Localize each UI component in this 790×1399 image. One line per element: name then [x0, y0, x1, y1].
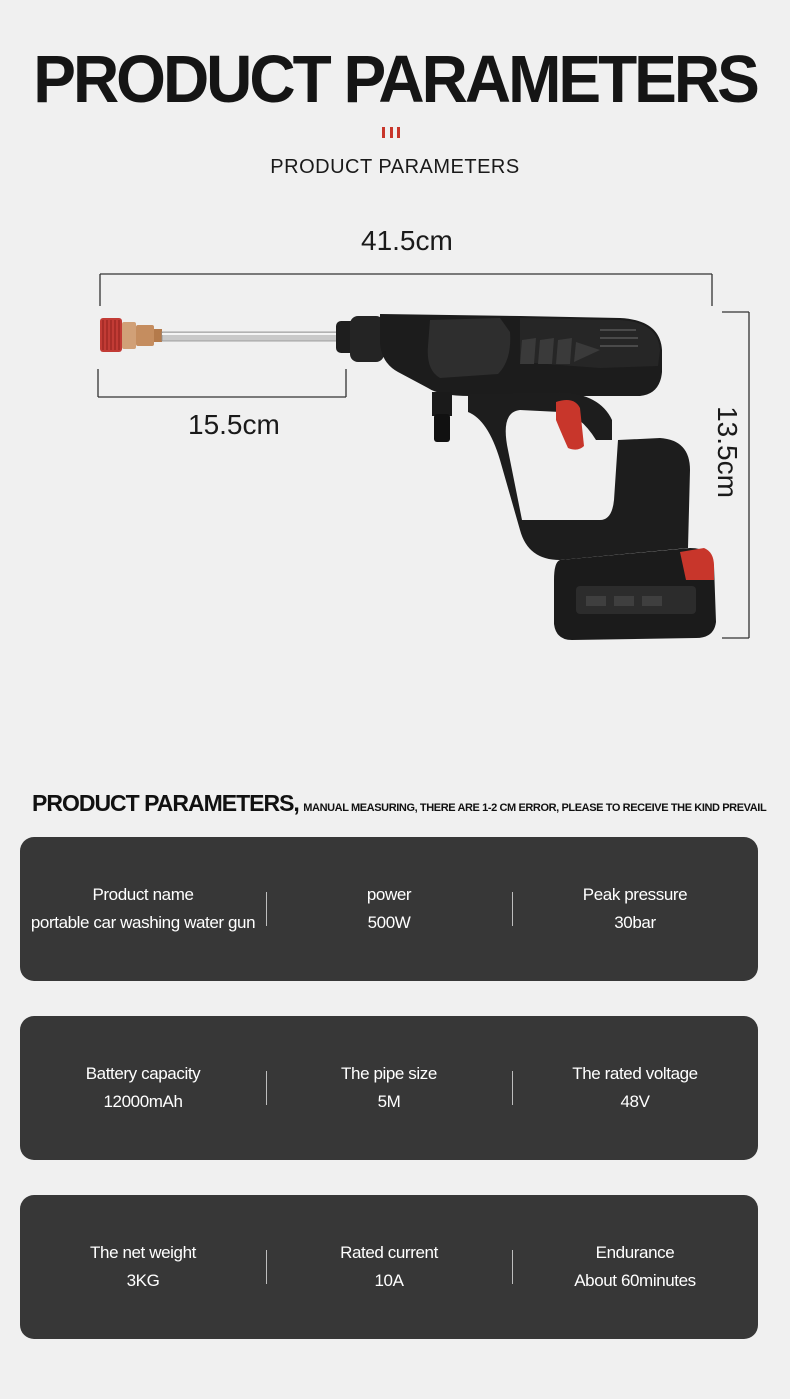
nozzle-brush-icon: [100, 318, 162, 352]
spec-card-row3: [20, 1195, 758, 1339]
spec-value: About 60minutes: [574, 1271, 696, 1290]
page-title: PRODUCT PARAMETERS: [33, 41, 757, 117]
height-label: 13.5cm: [711, 406, 743, 498]
total-length-label: 41.5cm: [361, 225, 453, 256]
spec-label: The net weight: [90, 1243, 196, 1262]
water-gun-body: [380, 314, 716, 640]
spec-label: Peak pressure: [582, 885, 688, 904]
spec-label: Endurance: [595, 1243, 675, 1262]
spec-label: Product name: [92, 885, 194, 904]
spec-label: The rated voltage: [572, 1064, 698, 1083]
spec-rated-voltage: [512, 1060, 758, 1116]
spec-label: Battery capacity: [85, 1064, 201, 1083]
measurement-note: [32, 790, 772, 817]
nozzle-length-label: 15.5cm: [188, 409, 280, 440]
spec-value: 48V: [620, 1092, 650, 1111]
spec-product-name: [20, 881, 266, 937]
spec-peak-pressure: [512, 881, 758, 937]
spec-power: [266, 881, 512, 937]
spec-label: power: [366, 885, 412, 904]
total-length-dimension-line: [100, 274, 712, 306]
spec-card-row2: [20, 1016, 758, 1160]
spec-value: 12000mAh: [103, 1092, 183, 1111]
spec-value: 3KG: [126, 1271, 160, 1290]
page-subtitle: PRODUCT PARAMETERS: [270, 156, 520, 178]
spec-value: 10A: [374, 1271, 404, 1290]
spec-label: Rated current: [340, 1243, 438, 1262]
spec-label: The pipe size: [341, 1064, 437, 1083]
spec-value: 5M: [377, 1092, 401, 1111]
spec-endurance: [512, 1239, 758, 1295]
spec-value: 500W: [367, 913, 411, 932]
note-text: MANUAL MEASURING, THERE ARE 1-2 CM ERROR, PLEASE TO RECEIVE THE KIND PREVAIL: [303, 802, 767, 814]
spec-value: 30bar: [614, 913, 656, 932]
spec-card-row1: [20, 837, 758, 981]
spec-rated-current: [266, 1239, 512, 1295]
spec-battery-capacity: [20, 1060, 266, 1116]
note-heading: PRODUCT PARAMETERS,: [32, 790, 299, 816]
spec-pipe-size: [266, 1060, 512, 1116]
spec-net-weight: [20, 1239, 266, 1295]
nozzle-length-dimension-line: [98, 369, 346, 397]
spec-value: portable car washing water gun: [30, 913, 256, 932]
